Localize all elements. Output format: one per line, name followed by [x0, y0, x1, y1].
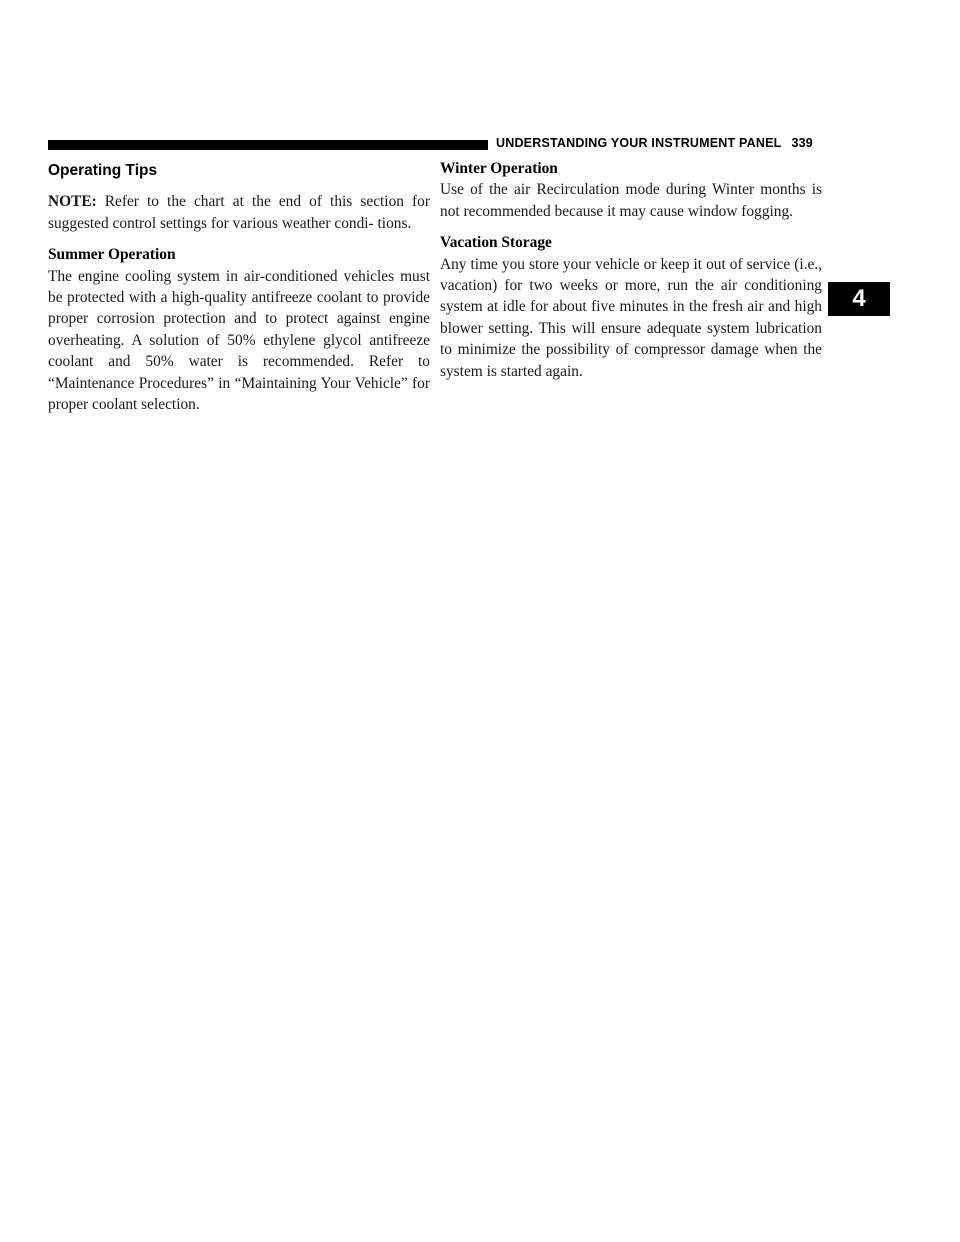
- section-heading-operating-tips: Operating Tips: [48, 162, 158, 179]
- subheading-summer-operation: Summer Operation: [48, 246, 176, 264]
- note-paragraph: [48, 191, 430, 234]
- right-column: [440, 158, 822, 392]
- summer-operation-text: The engine cooling system in air-conditioned vehicles must be protected with a high-quality antifreeze coolant to provide proper corrosion protection and to protect against engine overheating. A solution of 50% ethylene glycol antifreeze coolant and 50% water is recommended. Refer to “Maintenance Procedures” in “Maintaining Your Vehicle” for proper coolant selection.: [48, 267, 430, 414]
- vacation-storage-block: [440, 232, 822, 382]
- winter-operation-text: Use of the air Recirculation mode during Winter months is not recommended because it may cause window fogging.: [440, 181, 822, 220]
- page-number: 339: [791, 136, 813, 150]
- winter-operation-block: [440, 158, 822, 222]
- note-text: Refer to the chart at the end of this section for suggested control settings for various weather condi- tions.: [48, 193, 430, 232]
- running-header: [496, 136, 813, 150]
- note-label: NOTE:: [48, 193, 97, 211]
- chapter-tab: 4: [828, 282, 890, 316]
- header-rule: [48, 140, 488, 150]
- subheading-vacation-storage: Vacation Storage: [440, 234, 552, 252]
- vacation-storage-text: Any time you store your vehicle or keep it out of service (i.e., vacation) for two weeks or more, run the air conditioning system at idle for about five minutes in the fresh air and high blower setting. This will ensure adequate system lubrication to minimize the possibility of compressor damage when the system is started again.: [440, 255, 822, 380]
- summer-operation-block: [48, 244, 430, 415]
- subheading-winter-operation: Winter Operation: [440, 160, 558, 177]
- left-column: [48, 158, 430, 425]
- header-title: UNDERSTANDING YOUR INSTRUMENT PANEL: [496, 136, 782, 150]
